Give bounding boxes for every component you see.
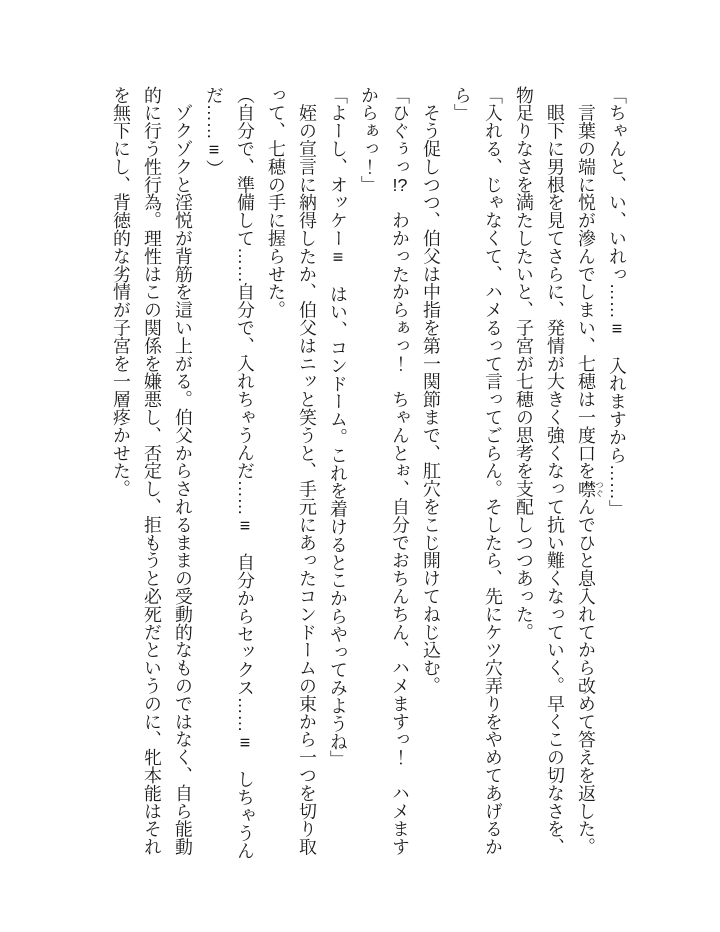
text-run: んでひと息入れてから改めて答えを返した。 — [576, 497, 596, 856]
text-column — [291, 86, 322, 856]
text-run: を無下にし、背徳的な劣情が子宮を一層疼かせた。 — [111, 86, 131, 498]
text-run: 「ちゃんと、い、いれっ…… — [607, 86, 627, 319]
text-run: そう促しつつ、伯父は中指を第一関節まで、肛穴をこじ開けてねじ込む。 — [421, 86, 441, 695]
text-column — [415, 86, 446, 856]
text-run: ） — [204, 159, 224, 178]
paragraph-narration — [508, 86, 570, 856]
heart-mark-glyph: ≡ — [235, 515, 255, 536]
text-run: 自分からセックス…… — [235, 535, 255, 733]
text-run: ゾクゾクと淫悦が背筋を這い上がる。伯父からされるままの受動的なものではなく、自ら能動 — [173, 86, 193, 856]
text-column — [601, 86, 632, 856]
text-column — [508, 86, 539, 856]
paragraph-dialogue — [446, 86, 508, 856]
heart-mark-glyph: ≡ — [235, 732, 255, 753]
paragraph-narration — [260, 86, 322, 856]
text-run: 的に行う性行為。理性はこの関係を嫌悪し、否定し、拒もうと必死だというのに、牝本能はそれ — [142, 86, 162, 856]
text-run: 「よーし、オッケー — [328, 86, 348, 248]
ruby-reading: つぐ — [594, 480, 605, 498]
text-run: 「ひぐぅっ — [390, 86, 410, 176]
text-run: だ…… — [204, 86, 224, 140]
text-column — [446, 86, 477, 856]
paragraph-dialogue — [353, 86, 415, 856]
text-run: 入れますから……」 — [607, 338, 627, 518]
text-column — [198, 86, 229, 856]
heart-mark-glyph: ≡ — [607, 318, 627, 339]
text-column — [539, 86, 570, 856]
heart-mark-glyph: ≡ — [328, 247, 348, 268]
text-run: 言葉の端に悦が滲んでしまい、七穂は一度口を — [576, 86, 596, 480]
text-column — [322, 86, 353, 856]
text-column — [105, 86, 136, 856]
text-run: 物足りなさを満たしたいと、子宮が七穂の思考を支配しつつあった。 — [514, 86, 534, 641]
heart-mark-glyph: ≡ — [204, 139, 224, 160]
text-column — [260, 86, 291, 856]
text-column — [570, 86, 605, 856]
ruby-base: 噤 — [576, 479, 596, 498]
ruby-annotated-char — [576, 479, 605, 498]
document-page — [105, 86, 632, 860]
text-run: （自分で、準備して……自分で、入れちゃうんだ…… — [235, 86, 255, 516]
text-column — [477, 86, 508, 856]
text-run: はい、コンドーム。これを着けるとこからやってみようね」 — [328, 267, 348, 769]
text-run: 「入れる、じゃなくて、ハメるって言ってごらん。そしたら、先にケツ穴弄りをやめてあげるか — [483, 86, 503, 856]
text-run: わかったからぁっ！ ちゃんとぉ、自分でおちんちん、ハメますっ！ ハメます — [390, 193, 410, 856]
interrobang-mark: !? — [392, 175, 408, 194]
paragraph-dialogue — [601, 86, 632, 856]
paragraph-narration — [105, 86, 198, 856]
text-column — [167, 86, 198, 856]
paragraph-dialogue — [322, 86, 353, 856]
text-run: しちゃうん — [235, 752, 255, 860]
text-run: からぁっ！」 — [359, 86, 379, 194]
text-column — [353, 86, 384, 856]
text-column — [384, 86, 415, 856]
text-run: って、七穂の手に握らせた。 — [266, 86, 286, 319]
text-run: ら」 — [452, 86, 472, 122]
paragraph-narration — [415, 86, 446, 856]
text-column — [136, 86, 167, 856]
paragraph-narration — [570, 86, 605, 856]
text-run: 眼下に男根を見てさらに、発情が大きく強くなって抗い難くなっていく。早くこの切なさを、 — [545, 86, 565, 856]
paragraph-inner-thought — [198, 86, 260, 860]
text-column — [229, 86, 260, 860]
text-run: 姪の宣言に納得したか、伯父はニッと笑うと、手元にあったコンドームの束から一つを切り取 — [297, 86, 317, 856]
